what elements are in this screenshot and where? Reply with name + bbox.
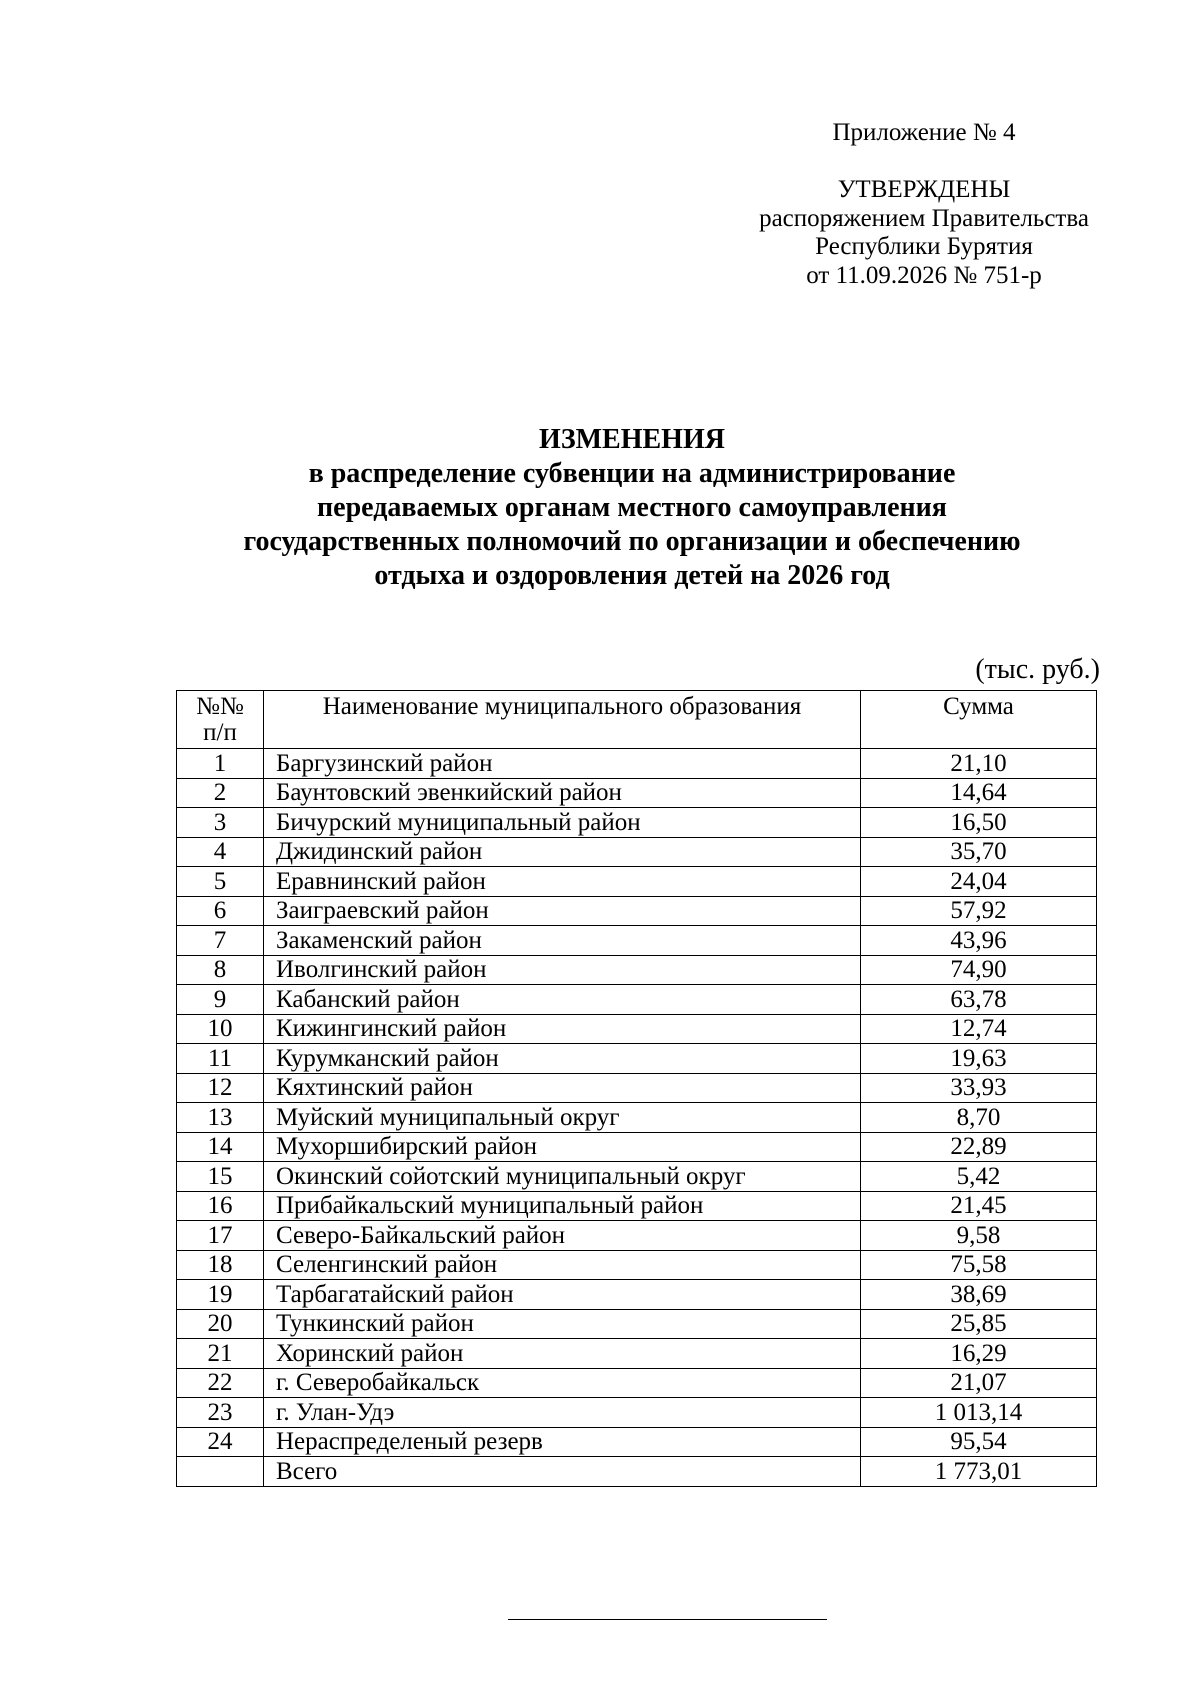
- municipality-name: Тарбагатайский район: [264, 1280, 861, 1310]
- municipality-name: Прибайкальский муниципальный район: [264, 1191, 861, 1221]
- row-number: 9: [177, 985, 264, 1015]
- total-row: [177, 1457, 1097, 1487]
- municipality-name: Окинский сойотский муниципальный округ: [264, 1162, 861, 1192]
- row-amount: 74,90: [861, 955, 1097, 985]
- table-row: [177, 867, 1097, 897]
- municipality-name: Тункинский район: [264, 1309, 861, 1339]
- table-row: [177, 1191, 1097, 1221]
- table-row: [177, 1162, 1097, 1192]
- row-number: 11: [177, 1044, 264, 1074]
- row-number: 19: [177, 1280, 264, 1310]
- row-amount: 43,96: [861, 926, 1097, 956]
- table-row: [177, 1339, 1097, 1369]
- municipality-name: Джидинский район: [264, 837, 861, 867]
- row-number: 16: [177, 1191, 264, 1221]
- table-row: [177, 1073, 1097, 1103]
- row-number: 10: [177, 1014, 264, 1044]
- municipality-name: Бичурский муниципальный район: [264, 808, 861, 838]
- row-amount: 25,85: [861, 1309, 1097, 1339]
- row-amount: 9,58: [861, 1221, 1097, 1251]
- table-row: [177, 1221, 1097, 1251]
- row-number: 14: [177, 1132, 264, 1162]
- municipality-name: Муйский муниципальный округ: [264, 1103, 861, 1133]
- header-number: [177, 691, 264, 749]
- title-subtitle-line: в распределение субвенции на администрирование: [308, 458, 956, 489]
- municipality-name: Кижингинский район: [264, 1014, 861, 1044]
- table-row: [177, 926, 1097, 956]
- title-subtitle-line: передаваемых органам местного самоуправления: [317, 492, 947, 523]
- approved-by-line-2: Республики Бурятия: [815, 233, 1033, 260]
- appendix-label: Приложение № 4: [832, 119, 1016, 146]
- row-number: 7: [177, 926, 264, 956]
- table-row: [177, 1103, 1097, 1133]
- municipality-name: Курумканский район: [264, 1044, 861, 1074]
- row-amount: 5,42: [861, 1162, 1097, 1192]
- row-number: 13: [177, 1103, 264, 1133]
- row-amount: 22,89: [861, 1132, 1097, 1162]
- table-header: [177, 691, 1097, 749]
- approved-by-line-3: от 11.09.2026 № 751-р: [806, 261, 1042, 289]
- title-subtitle-line: отдыха и оздоровления детей на 2026 год: [374, 560, 890, 591]
- row-amount: 12,74: [861, 1014, 1097, 1044]
- row-amount: 19,63: [861, 1044, 1097, 1074]
- table-row: [177, 1132, 1097, 1162]
- municipality-name: Баргузинский район: [264, 749, 861, 779]
- row-amount: 63,78: [861, 985, 1097, 1015]
- table-row: [177, 1014, 1097, 1044]
- row-amount: 35,70: [861, 837, 1097, 867]
- table-row: [177, 1044, 1097, 1074]
- approved-by-line-1: распоряжением Правительства: [759, 204, 1089, 232]
- municipality-name: Кабанский район: [264, 985, 861, 1015]
- row-amount: 95,54: [861, 1427, 1097, 1457]
- municipality-name: Баунтовский эвенкийский район: [264, 778, 861, 808]
- row-number: 3: [177, 808, 264, 838]
- row-number: 6: [177, 896, 264, 926]
- municipality-name: Закаменский район: [264, 926, 861, 956]
- table-row: [177, 749, 1097, 779]
- table-row: [177, 955, 1097, 985]
- title-subtitle-line: государственных полномочий по организации и обеспечению: [243, 526, 1021, 557]
- row-number: 18: [177, 1250, 264, 1280]
- table-row: [177, 1427, 1097, 1457]
- row-amount: 21,45: [861, 1191, 1097, 1221]
- municipality-name: Иволгинский район: [264, 955, 861, 985]
- approval-block: [744, 119, 1104, 290]
- total-label: Всего: [264, 1457, 861, 1487]
- row-amount: 16,29: [861, 1339, 1097, 1369]
- row-amount: 21,07: [861, 1368, 1097, 1398]
- row-number: 5: [177, 867, 264, 897]
- total-number-cell: [177, 1457, 264, 1487]
- row-amount: 8,70: [861, 1103, 1097, 1133]
- row-number: 1: [177, 749, 264, 779]
- distribution-table: [176, 690, 1097, 1487]
- row-number: 2: [177, 778, 264, 808]
- row-number: 21: [177, 1339, 264, 1369]
- row-amount: 57,92: [861, 896, 1097, 926]
- table-row: [177, 1280, 1097, 1310]
- row-number: 12: [177, 1073, 264, 1103]
- row-amount: 1 013,14: [861, 1398, 1097, 1428]
- table-row: [177, 1368, 1097, 1398]
- municipality-name: Хоринский район: [264, 1339, 861, 1369]
- municipality-name: г. Улан-Удэ: [264, 1398, 861, 1428]
- municipality-name: Кяхтинский район: [264, 1073, 861, 1103]
- table-row: [177, 896, 1097, 926]
- table-row: [177, 1309, 1097, 1339]
- row-amount: 33,93: [861, 1073, 1097, 1103]
- total-amount: 1 773,01: [861, 1457, 1097, 1487]
- header-number-line-2: п/п: [203, 719, 237, 746]
- row-number: 17: [177, 1221, 264, 1251]
- title-heading: ИЗМЕНЕНИЯ: [539, 424, 725, 455]
- municipality-name: Заиграевский район: [264, 896, 861, 926]
- header-municipality-name: Наименование муниципального образования: [264, 691, 861, 749]
- row-amount: 75,58: [861, 1250, 1097, 1280]
- document-title: [182, 423, 1082, 593]
- row-number: 15: [177, 1162, 264, 1192]
- approved-caption: УТВЕРЖДЕНЫ: [837, 176, 1011, 203]
- row-amount: 24,04: [861, 867, 1097, 897]
- table-row: [177, 985, 1097, 1015]
- row-number: 24: [177, 1427, 264, 1457]
- closing-line: [508, 1619, 827, 1620]
- table-row: [177, 1398, 1097, 1428]
- table-header-row: [177, 691, 1097, 749]
- row-amount: 14,64: [861, 778, 1097, 808]
- table-row: [177, 1250, 1097, 1280]
- header-amount: Сумма: [861, 691, 1097, 749]
- table-row: [177, 808, 1097, 838]
- municipality-name: г. Северобайкальск: [264, 1368, 861, 1398]
- municipality-name: Северо-Байкальский район: [264, 1221, 861, 1251]
- row-number: 4: [177, 837, 264, 867]
- row-amount: 38,69: [861, 1280, 1097, 1310]
- row-number: 23: [177, 1398, 264, 1428]
- table-row: [177, 837, 1097, 867]
- row-number: 8: [177, 955, 264, 985]
- units-label: (тыс. руб.): [975, 654, 1100, 685]
- header-number-line-1: №№: [196, 693, 244, 720]
- row-number: 20: [177, 1309, 264, 1339]
- row-amount: 16,50: [861, 808, 1097, 838]
- municipality-name: Еравнинский район: [264, 867, 861, 897]
- municipality-name: Нераспределеный резерв: [264, 1427, 861, 1457]
- municipality-name: Мухоршибирский район: [264, 1132, 861, 1162]
- row-number: 22: [177, 1368, 264, 1398]
- municipality-name: Селенгинский район: [264, 1250, 861, 1280]
- row-amount: 21,10: [861, 749, 1097, 779]
- table-body: [177, 749, 1097, 1487]
- table-row: [177, 778, 1097, 808]
